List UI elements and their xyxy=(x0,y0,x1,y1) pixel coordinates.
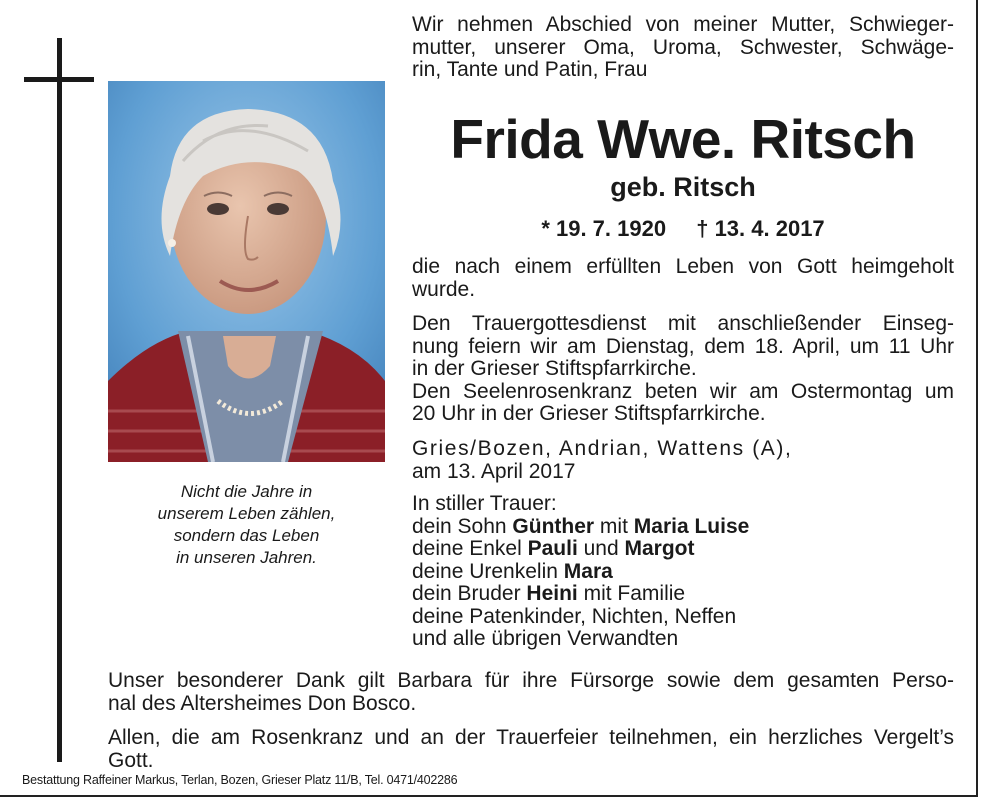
intro-line: rin, Tante und Patin, Frau xyxy=(412,58,648,81)
funeral-home-footer: Bestattung Raffeiner Markus, Terlan, Bozen, Grieser Platz 11/B, Tel. 0471/402286 xyxy=(22,773,458,787)
text-line: wurde. xyxy=(412,277,476,301)
date-line: am 13. April 2017 xyxy=(412,459,576,483)
text: mit Familie xyxy=(577,582,686,605)
mourner-name: Günther xyxy=(512,514,595,538)
mourner-godchildren: deine Patenkinder, Nichten, Neffen xyxy=(412,604,737,628)
text: dein Sohn xyxy=(412,514,513,538)
mourner-brother xyxy=(412,583,954,606)
intro-line: Wir nehmen Abschied von meiner Mutter, Schwieger- xyxy=(412,13,954,36)
text-line: die nach einem erfüllten Leben von Gott heimgeholt xyxy=(412,255,954,278)
mourner-name: Heini xyxy=(526,582,578,605)
intro-line: mutter, unserer Oma, Uroma, Schwester, Schwäge- xyxy=(412,35,954,59)
mourner-relatives: und alle übrigen Verwandten xyxy=(412,627,679,650)
text-line: Gott. xyxy=(108,748,154,772)
mourner-great-grandchild xyxy=(412,561,954,584)
mourners-list xyxy=(412,493,954,651)
text-line: in der Grieser Stiftspfarrkirche. xyxy=(412,357,697,380)
life-dates xyxy=(412,216,954,242)
mourner-name: Maria Luise xyxy=(633,514,750,538)
quote-line: sondern das Leben xyxy=(173,526,320,545)
after-dates-paragraph xyxy=(412,256,954,301)
quote-line: unserem Leben zählen, xyxy=(157,504,336,523)
text: dein Bruder xyxy=(412,582,527,605)
text: mit xyxy=(594,514,634,538)
intro-paragraph xyxy=(412,14,954,82)
place-date xyxy=(412,438,954,483)
portrait-photo xyxy=(108,81,385,462)
mourner-name: Pauli xyxy=(527,537,578,560)
death-date: † 13. 4. 2017 xyxy=(696,216,825,241)
mourner-grandchildren xyxy=(412,538,954,561)
quote-line: in unseren Jahren. xyxy=(176,548,317,567)
mourner-name: Mara xyxy=(563,559,613,583)
place-line: Gries/Bozen, Andrian, Wattens (A), xyxy=(412,437,793,460)
closing-paragraph xyxy=(108,727,954,772)
text: deine Enkel xyxy=(412,537,528,560)
cross-icon-crossbar xyxy=(24,77,94,82)
birth-name: geb. Ritsch xyxy=(610,172,756,202)
text-line: nung feiern wir am Dienstag, dem 18. April, um 11 Uhr xyxy=(412,334,954,358)
text-line: Allen, die am Rosenkranz und an der Trauerfeier teilnehmen, ein herzliches Vergelt’s xyxy=(108,726,954,749)
mourning-heading: In stiller Trauer: xyxy=(412,492,557,515)
text-line: Den Trauergottesdienst mit anschließender Einseg- xyxy=(412,312,954,335)
text-line: nal des Altersheimes Don Bosco. xyxy=(108,691,417,715)
text: und xyxy=(577,537,625,560)
text-line: Den Seelenrosenkranz beten wir am Ostermontag um xyxy=(412,379,954,403)
memorial-quote xyxy=(108,481,385,569)
text: deine Urenkelin xyxy=(412,559,564,583)
text-line: 20 Uhr in der Grieser Stiftspfarrkirche. xyxy=(412,402,766,425)
birth-date: * 19. 7. 1920 xyxy=(541,216,667,241)
text-line: Unser besonderer Dank gilt Barbara für ihre Fürsorge sowie dem gesamten Perso- xyxy=(108,669,954,692)
mourner-name: Margot xyxy=(624,537,695,560)
mourner-son xyxy=(412,516,954,539)
deceased-name: Frida Wwe. Ritsch xyxy=(450,108,916,170)
cross-icon xyxy=(57,38,62,762)
quote-line: Nicht die Jahre in xyxy=(180,482,313,501)
service-paragraph xyxy=(412,313,954,426)
thanks-paragraph xyxy=(108,670,954,715)
